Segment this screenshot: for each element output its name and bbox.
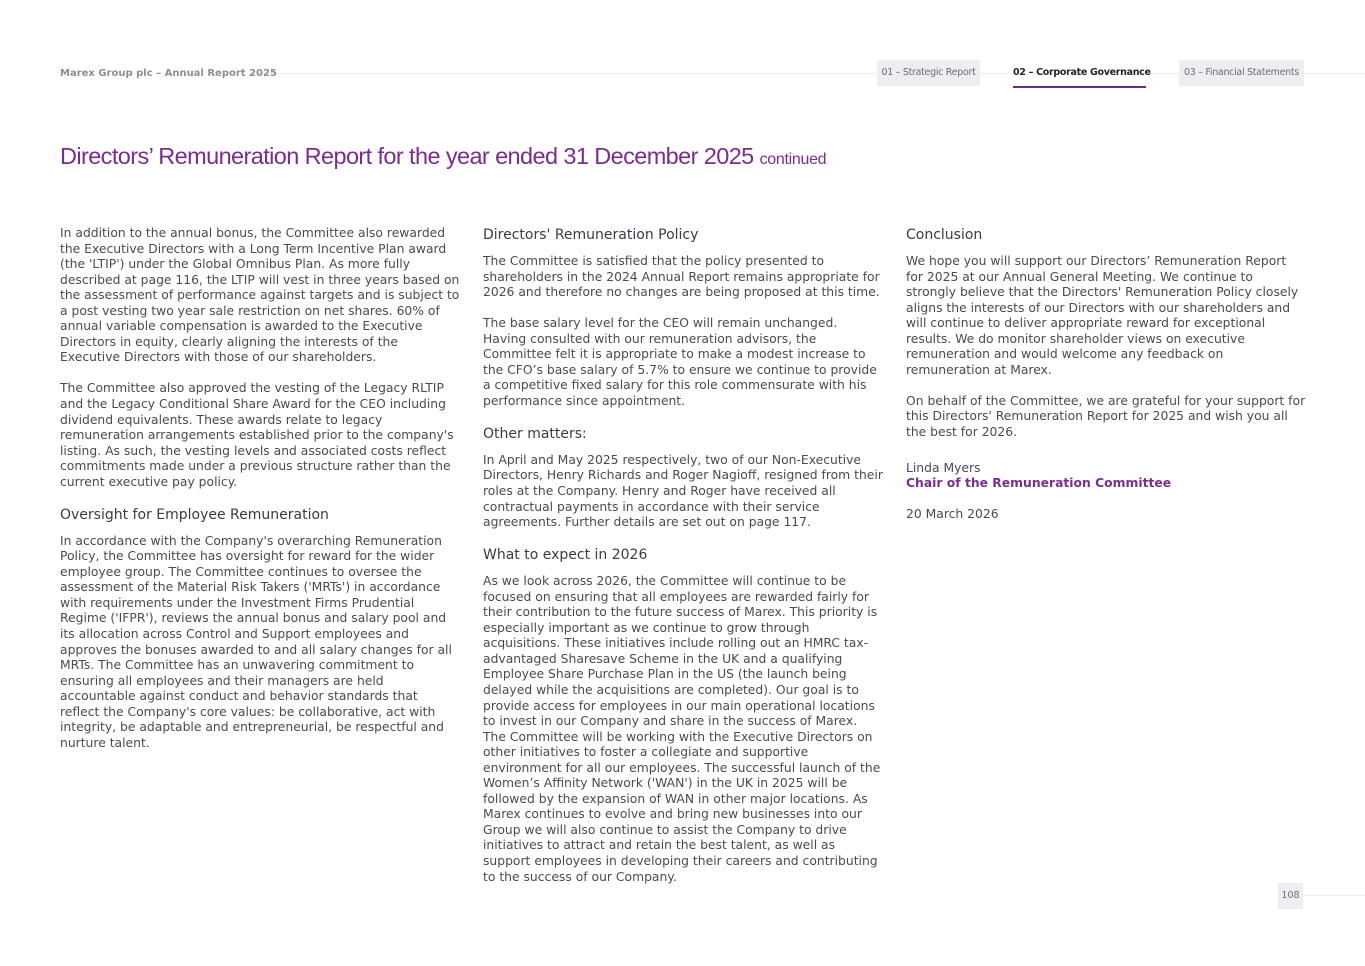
tab-financial-statements[interactable]: 03 – Financial Statements xyxy=(1179,60,1304,86)
column-left xyxy=(60,226,460,767)
footer-divider xyxy=(1303,895,1365,896)
column-right xyxy=(906,226,1306,538)
tab-strategic-report[interactable]: 01 – Strategic Report xyxy=(877,60,980,86)
page-title xyxy=(60,143,826,170)
thanks-paragraph: On behalf of the Committee, we are grateful for your support for this Directors' Remuneration Report for 2025 and wish you all the best for 2026. xyxy=(906,393,1306,439)
signature-date: 20 March 2026 xyxy=(906,507,999,522)
conclusion-paragraph: We hope you will support our Directors’ Remuneration Report for 2025 at our Annual General Meeting. We continue to strongly believe that the Directors' Remuneration Policy closely aligns the interests of our Directors with our shareholders and will continue to deliver appropriate reward for exceptional results. We do monitor shareholder views on executive remuneration and would welcome any feedback on remuneration at Marex. xyxy=(906,254,1299,377)
expect-2026-heading: What to expect in 2026 xyxy=(483,547,648,564)
salary-paragraph: The base salary level for the CEO will remain unchanged. Having consulted with our remuneration advisors, the Committee felt it is appropriate to make a modest increase to the CFO’s base salary of 5.7% to ensure we continue to provide a competitive fixed salary for this role commensurate with his performance since appointment. xyxy=(483,316,877,408)
expect-2026-paragraph: As we look across 2026, the Committee will continue to be focused on ensuring that all employees are rewarded fairly for their contribution to the future success of Marex. This priority is especially important as we continue to grow through acquisitions. These initiatives include rolling out an HMRC tax-advantaged Sharesave Scheme in the UK and a qualifying Employee Share Purchase Plan in the US (the launch being delayed while the acquisitions are completed). Our goal is to provide access for employees in our main operational locations to invest in our Company and share in the success of Marex. The Committee will be working with the Executive Directors on other initiatives to foster a collegiate and supportive environment for all our employees. The successful launch of the Women’s Affinity Network ('WAN') in the UK in 2025 will be followed by the expansion of WAN in other major locations. As Marex continues to evolve and bring new businesses into our Group we will also continue to assist the Company to drive initiatives to attract and retain the best talent, as well as support employees in developing their careers and contributing to the success of our Company. xyxy=(483,574,881,884)
tab-corporate-governance[interactable]: 02 – Corporate Governance xyxy=(1013,60,1146,88)
signatory-role: Chair of the Remuneration Committee xyxy=(906,476,1172,491)
policy-heading: Directors' Remuneration Policy xyxy=(483,227,699,243)
column-middle xyxy=(483,226,883,901)
oversight-heading: Oversight for Employee Remuneration xyxy=(60,506,329,523)
document-title: Marex Group plc – Annual Report 2025 xyxy=(60,68,277,79)
other-matters-heading: Other matters: xyxy=(483,425,587,442)
ltip-paragraph: In addition to the annual bonus, the Committee also rewarded the Executive Directors with a Long Term Incentive Plan award (the 'LTIP') under the Global Omnibus Plan. As more fully described at page 116, the LTIP will vest in three years based on the assessment of performance against targets and is subject to a post vesting two year sale restriction on net shares. 60% of annual variable compensation is awarded to the Executive Directors in equity, clearly aligning the interests of the Executive Directors with those of our shareholders. xyxy=(60,226,460,365)
page-number: 108 xyxy=(1278,883,1303,909)
page-title-main: Directors’ Remuneration Report for the year ended 31 December 2025 xyxy=(60,143,754,169)
policy-paragraph: The Committee is satisfied that the policy presented to shareholders in the 2024 Annual Report remains appropriate for 2026 and therefore no changes are being proposed at this time. xyxy=(483,254,880,300)
page-title-suffix: continued xyxy=(759,151,827,168)
other-matters-paragraph: In April and May 2025 respectively, two of our Non-Executive Directors, Henry Richards and Roger Nagioff, resigned from their roles at the Company. Henry and Roger have received all contractual payments in accordance with their service agreements. Further details are set out on page 117. xyxy=(483,452,883,530)
signatory-name: Linda Myers xyxy=(906,460,981,475)
legacy-awards-paragraph: The Committee also approved the vesting of the Legacy RLTIP and the Legacy Conditional Share Award for the CEO including dividend equivalents. These awards relate to legacy remuneration arrangements established prior to the company's listing. As such, the vesting levels and associated costs reflect commitments made under a previous structure rather than the current executive pay policy. xyxy=(60,381,454,489)
oversight-paragraph: In accordance with the Company's overarching Remuneration Policy, the Committee has oversight for reward for the wider employee group. The Committee continues to oversee the assessment of the Material Risk Takers ('MRTs') in accordance with requirements under the Investment Firms Prudential Regime ('IFPR'), reviews the annual bonus and salary pool and its allocation across Control and Support employees and approves the bonuses awarded to and all salary changes for all MRTs. The Committee has an unwavering commitment to ensuring all employees and their managers are held accountable against conduct and behavior standards that reflect the Company's core values: be collaborative, act with integrity, be adaptable and entrepreneurial, be respectful and nurture talent. xyxy=(60,533,452,750)
conclusion-heading: Conclusion xyxy=(906,227,983,243)
